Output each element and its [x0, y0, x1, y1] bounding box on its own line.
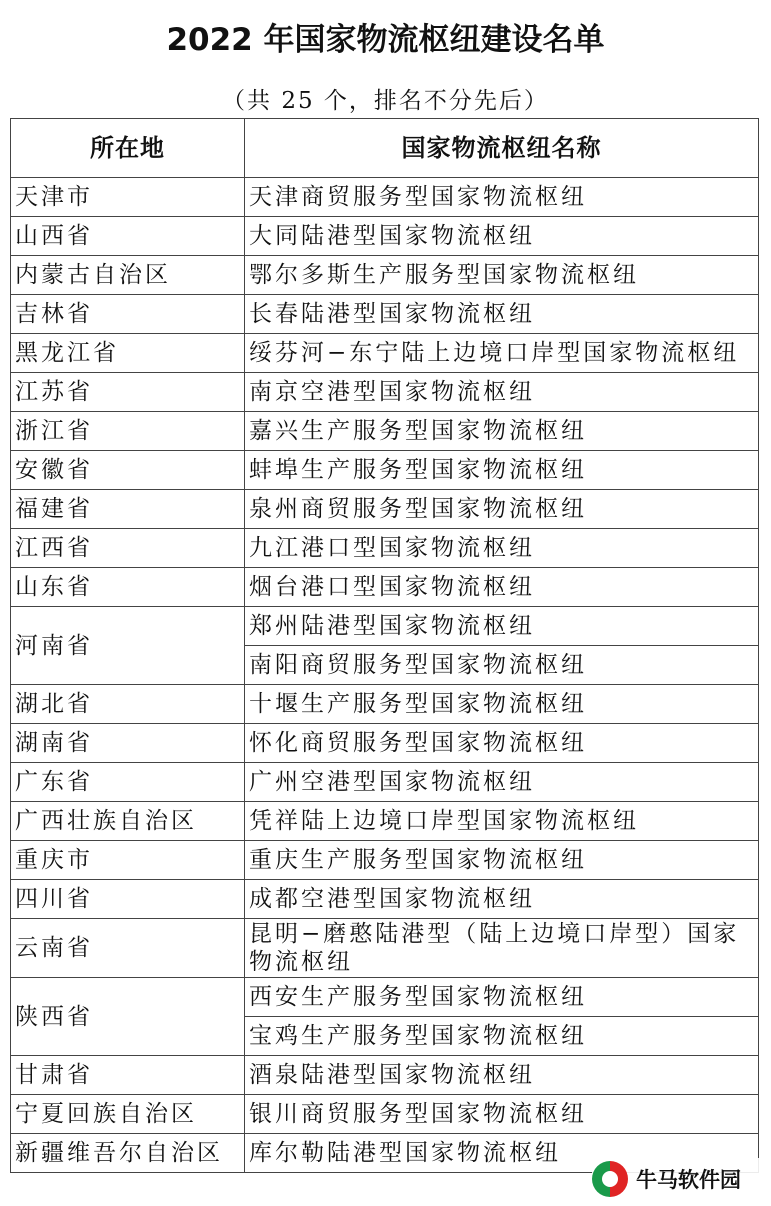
location-cell: 安徽省 — [11, 451, 245, 490]
hub-name-cell: 郑州陆港型国家物流枢纽 — [245, 607, 759, 646]
hub-name-cell: 昆明−磨憨陆港型（陆上边境口岸型）国家物流枢纽 — [245, 919, 759, 978]
page-title: 2022 年国家物流枢纽建设名单 — [166, 22, 605, 58]
header-hub-name: 国家物流枢纽名称 — [245, 119, 759, 178]
hub-name-cell: 泉州商贸服务型国家物流枢纽 — [245, 490, 759, 529]
hub-name-cell: 南京空港型国家物流枢纽 — [245, 373, 759, 412]
location-cell: 浙江省 — [11, 412, 245, 451]
location-cell: 河南省 — [11, 607, 245, 685]
hub-table-container — [10, 118, 758, 1173]
hub-name-cell: 西安生产服务型国家物流枢纽 — [245, 978, 759, 1017]
table-row — [11, 451, 759, 490]
hub-table — [10, 118, 759, 1173]
hub-name-cell: 嘉兴生产服务型国家物流枢纽 — [245, 412, 759, 451]
location-cell: 江西省 — [11, 529, 245, 568]
location-cell: 湖南省 — [11, 724, 245, 763]
table-row — [11, 334, 759, 373]
hub-name-cell: 十堰生产服务型国家物流枢纽 — [245, 685, 759, 724]
hub-name-cell: 银川商贸服务型国家物流枢纽 — [245, 1095, 759, 1134]
location-cell: 重庆市 — [11, 841, 245, 880]
table-row — [11, 1056, 759, 1095]
hub-name-cell: 重庆生产服务型国家物流枢纽 — [245, 841, 759, 880]
table-row — [11, 685, 759, 724]
table-header-row — [11, 119, 759, 178]
location-cell: 新疆维吾尔自治区 — [11, 1134, 245, 1173]
table-row — [11, 978, 759, 1017]
table-row — [11, 607, 759, 646]
watermark-text: 牛马软件园 — [636, 1168, 741, 1192]
table-row — [11, 724, 759, 763]
hub-name-cell: 长春陆港型国家物流枢纽 — [245, 295, 759, 334]
location-cell: 山东省 — [11, 568, 245, 607]
location-cell: 内蒙古自治区 — [11, 256, 245, 295]
location-cell: 天津市 — [11, 178, 245, 217]
logo-icon — [592, 1161, 628, 1197]
hub-name-cell: 蚌埠生产服务型国家物流枢纽 — [245, 451, 759, 490]
location-cell: 宁夏回族自治区 — [11, 1095, 245, 1134]
location-cell: 黑龙江省 — [11, 334, 245, 373]
location-cell: 四川省 — [11, 880, 245, 919]
table-row — [11, 568, 759, 607]
table-row — [11, 763, 759, 802]
hub-name-cell: 大同陆港型国家物流枢纽 — [245, 217, 759, 256]
location-cell: 福建省 — [11, 490, 245, 529]
table-row — [11, 880, 759, 919]
location-cell: 湖北省 — [11, 685, 245, 724]
location-cell: 云南省 — [11, 919, 245, 978]
hub-name-cell: 广州空港型国家物流枢纽 — [245, 763, 759, 802]
hub-name-cell: 酒泉陆港型国家物流枢纽 — [245, 1056, 759, 1095]
table-row — [11, 490, 759, 529]
hub-name-cell: 南阳商贸服务型国家物流枢纽 — [245, 646, 759, 685]
header-location: 所在地 — [11, 119, 245, 178]
hub-name-cell: 九江港口型国家物流枢纽 — [245, 529, 759, 568]
hub-name-cell: 天津商贸服务型国家物流枢纽 — [245, 178, 759, 217]
hub-name-cell: 怀化商贸服务型国家物流枢纽 — [245, 724, 759, 763]
table-row — [11, 295, 759, 334]
table-row — [11, 841, 759, 880]
hub-name-cell: 绥芬河−东宁陆上边境口岸型国家物流枢纽 — [245, 334, 759, 373]
location-cell: 山西省 — [11, 217, 245, 256]
table-body — [11, 178, 759, 1173]
location-cell: 广东省 — [11, 763, 245, 802]
watermark-logo — [592, 1158, 762, 1200]
hub-name-cell: 库尔勒陆港型国家物流枢纽 — [245, 1134, 759, 1173]
location-cell: 吉林省 — [11, 295, 245, 334]
table-row — [11, 1095, 759, 1134]
location-cell: 江苏省 — [11, 373, 245, 412]
table-row — [11, 217, 759, 256]
page-subtitle: （共 25 个，排名不分先后） — [222, 88, 549, 114]
hub-name-cell: 烟台港口型国家物流枢纽 — [245, 568, 759, 607]
location-cell: 甘肃省 — [11, 1056, 245, 1095]
location-cell: 广西壮族自治区 — [11, 802, 245, 841]
hub-name-cell: 成都空港型国家物流枢纽 — [245, 880, 759, 919]
hub-name-cell: 鄂尔多斯生产服务型国家物流枢纽 — [245, 256, 759, 295]
location-cell: 陕西省 — [11, 978, 245, 1056]
table-row — [11, 802, 759, 841]
table-row — [11, 256, 759, 295]
table-row — [11, 178, 759, 217]
hub-name-cell: 凭祥陆上边境口岸型国家物流枢纽 — [245, 802, 759, 841]
table-row — [11, 919, 759, 978]
hub-name-cell: 宝鸡生产服务型国家物流枢纽 — [245, 1017, 759, 1056]
table-row — [11, 529, 759, 568]
table-row — [11, 373, 759, 412]
table-row — [11, 412, 759, 451]
